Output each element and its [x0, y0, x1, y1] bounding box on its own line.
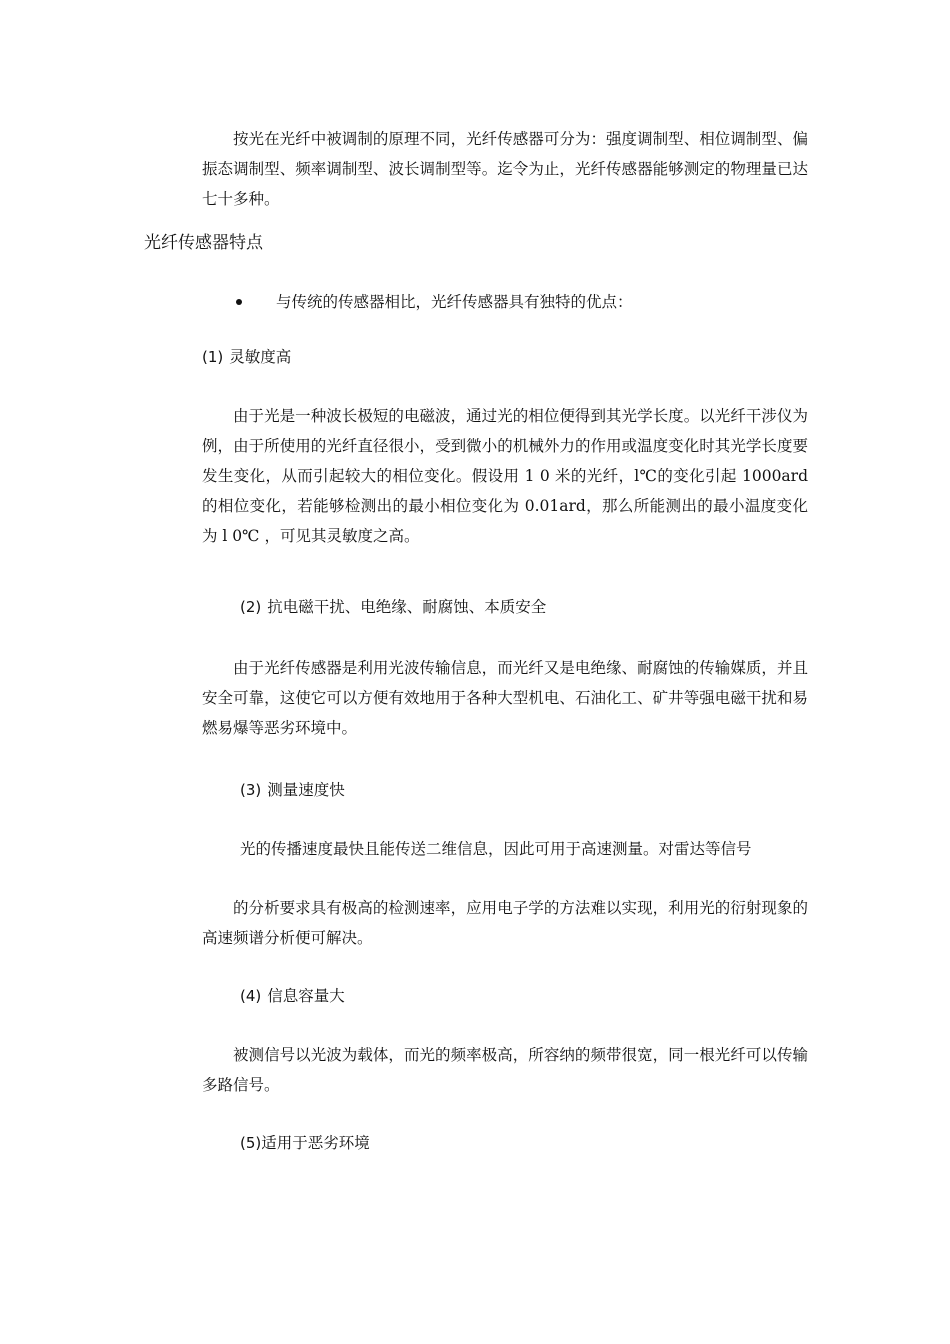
- feature-5-number: (5): [240, 1134, 262, 1152]
- feature-2-number: (2): [240, 598, 262, 616]
- feature-1-title: 灵敏度高: [229, 348, 292, 366]
- bullet-icon: [236, 299, 242, 305]
- feature-4-heading: [240, 981, 345, 1011]
- feature-3-body: 光的传播速度最快且能传送二维信息，因此可用于高速测量。对雷达等信号: [240, 840, 752, 858]
- feature-5-heading: [240, 1128, 370, 1158]
- feature-3-body-continued: 的分析要求具有极高的检测速率，应用电子学的方法难以实现，利用光的衍射现象的高速频谱分析便可解决。: [202, 899, 808, 947]
- feature-5-title: 适用于恶劣环境: [261, 1134, 370, 1152]
- bullet-item: [236, 287, 633, 317]
- feature-3-heading: [240, 775, 345, 805]
- intro-paragraph: 按光在光纤中被调制的原理不同，光纤传感器可分为：强度调制型、相位调制型、偏振态调制型、频率调制型、波长调制型等。迄令为止，光纤传感器能够测定的物理量已达七十多种。: [202, 130, 808, 208]
- feature-1-number: (1): [202, 348, 224, 366]
- feature-4-body: 被测信号以光波为载体，而光的频率极高，所容纳的频带很宽，同一根光纤可以传输多路信号。: [202, 1046, 808, 1094]
- section-title: 光纤传感器特点: [144, 233, 263, 253]
- feature-2-title: 抗电磁干扰、电绝缘、耐腐蚀、本质安全: [267, 598, 547, 616]
- feature-4-number: (4): [240, 987, 262, 1005]
- feature-3-number: (3): [240, 781, 262, 799]
- feature-2-heading: [240, 592, 546, 622]
- bullet-text: 与传统的传感器相比，光纤传感器具有独特的优点：: [276, 293, 633, 311]
- feature-2-body: 由于光纤传感器是利用光波传输信息，而光纤又是电绝缘、耐腐蚀的传输媒质，并且安全可靠，这使它可以方便有效地用于各种大型机电、石油化工、矿井等强电磁干扰和易燃易爆等恶劣环境中。: [202, 659, 808, 737]
- feature-3-title: 测量速度快: [267, 781, 345, 799]
- feature-1-body: 由于光是一种波长极短的电磁波，通过光的相位便得到其光学长度。以光纤干涉仪为例，由于所使用的光纤直径很小，受到微小的机械外力的作用或温度变化时其光学长度要发生变化，从而引起较大的相位变化。假设用 1 0 米的光纤，l℃的变化引起 1000ard 的相位变化，若能够检测出的最小相位变化为 0.01ard，那么所能测出的最小温度变化为 l 0℃ ，可见其灵敏度之高。: [202, 407, 808, 545]
- feature-1-heading: [202, 342, 291, 372]
- feature-4-title: 信息容量大: [267, 987, 345, 1005]
